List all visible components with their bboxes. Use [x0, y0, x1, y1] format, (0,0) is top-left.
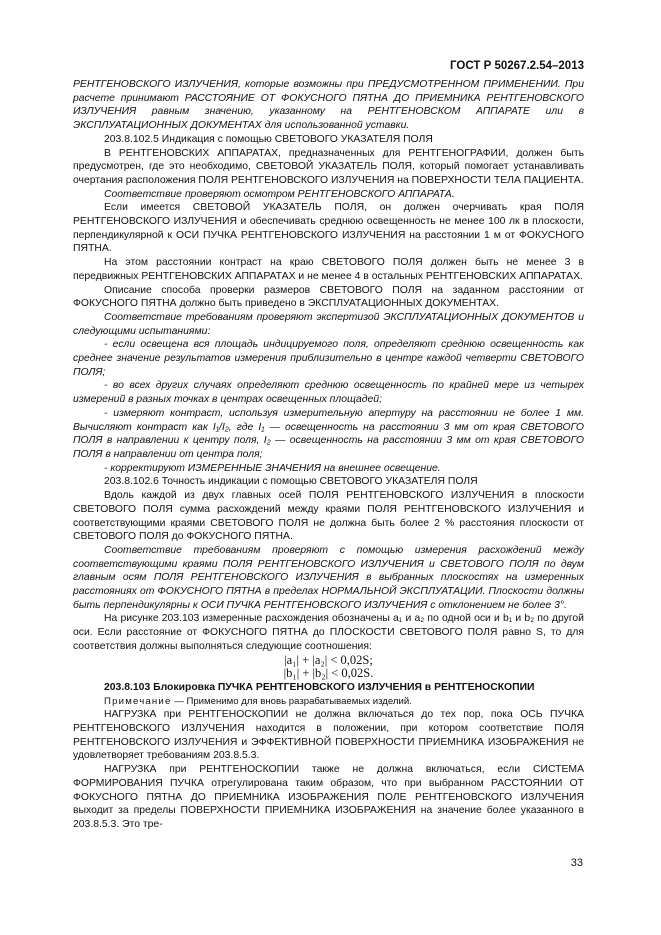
formula: |b₁| + |b₂| < 0,02S.	[283, 666, 374, 681]
note	[73, 695, 584, 709]
paragraph: Если имеется СВЕТОВОЙ УКАЗАТЕЛЬ ПОЛЯ, он должен очерчивать края ПОЛЯ РЕНТГЕНОВСКОГО ИЗЛУЧЕНИЯ и обеспечивать среднюю освещенность не менее 100 лк в плоскости, перпендикулярной к ОСИ ПУЧКА РЕНТГЕНОВСКОГО ИЗЛУЧЕНИЯ на расстоянии 1 м от ФОКУСНОГО ПЯТНА.	[73, 202, 584, 255]
document-body	[73, 78, 584, 832]
clause-heading: 203.8.102.5 Индикация с помощью СВЕТОВОГО УКАЗАТЕЛЯ ПОЛЯ	[104, 133, 433, 145]
paragraph: На этом расстоянии контраст на краю СВЕТОВОГО ПОЛЯ должен быть не менее 3 в передвижных РЕНТГЕНОВСКИХ АППАРАТАХ и не менее 4 в остальных РЕНТГЕНОВСКИХ АППАРАТАХ.	[73, 257, 584, 282]
standard-id: ГОСТ Р 50267.2.54–2013	[450, 60, 584, 72]
paragraph: НАГРУЗКА при РЕНТГЕНОСКОПИИ не должна включаться до тех пор, пока ОСЬ ПУЧКА РЕНТГЕНОВСКОГО ИЗЛУЧЕНИЯ находится в положении, при котором соответствие ПОЛЯ РЕНТГЕНОВСКОГО ИЗЛУЧЕНИЯ и ЭФФЕКТИВНОЙ ПОВЕРХНОСТИ ПРИЕМНИКА ИЗОБРАЖЕНИЯ не удовлетворяет требованиям 203.8.5.3.	[73, 709, 584, 762]
formula: |a₁| + |a₂| < 0,02S;	[284, 652, 373, 667]
compliance-note: Соответствие требованиям проверяют экспертизой ЭКСПЛУАТАЦИОННЫХ ДОКУМЕНТОВ и следующими испытаниями:	[73, 311, 584, 337]
page-number: 33	[570, 857, 583, 869]
clause-heading: 203.8.102.6 Точность индикации с помощью СВЕТОВОГО УКАЗАТЕЛЯ ПОЛЯ	[104, 476, 478, 488]
list-item: - если освещена вся площадь индицируемого поля, определяют среднюю освещенность как среднее значение результатов измерения приблизительно в центре каждой четверти СВЕТОВОГО ПОЛЯ;	[73, 339, 584, 378]
section-heading: 203.8.103 Блокировка ПУЧКА РЕНТГЕНОВСКОГО ИЗЛУЧЕНИЯ в РЕНТГЕНОСКОПИИ	[104, 681, 535, 693]
note-label: Примечание	[104, 695, 172, 707]
paragraph: НАГРУЗКА при РЕНТГЕНОСКОПИИ также не должна включаться, если СИСТЕМА ФОРМИРОВАНИЯ ПУЧКА отрегулирована таким образом, что при выбранном РАССТОЯНИИ ОТ ФОКУСНОГО ПЯТНА ДО ПРИЕМНИКА ИЗОБРАЖЕНИЯ ПОЛЕ РЕНТГЕНОВСКОГО ИЗЛУЧЕНИЯ выходит за пределы ПОВЕРХНОСТИ ПРИЕМНИКА ИЗОБРАЖЕНИЯ на значение более указанного в 203.8.5.3. Это тре-	[73, 764, 584, 830]
note-text: — Применимо для вновь разрабатываемых изделий.	[171, 695, 412, 707]
paragraph: Описание способа проверки размеров СВЕТОВОГО ПОЛЯ на заданном расстоянии от ФОКУСНОГО ПЯТНА должно быть приведено в ЭКСПЛУАТАЦИОННЫХ ДОКУМЕНТАХ.	[73, 284, 584, 310]
paragraph: РЕНТГЕНОВСКОГО ИЗЛУЧЕНИЯ, которые возможны при ПРЕДУСМОТРЕННОМ ПРИМЕНЕНИИ. При расчете принимают РАССТОЯНИЕ ОТ ФОКУСНОГО ПЯТНА ДО ПРИЕМНИКА РЕНТГЕНОВСКОГО ИЗЛУЧЕНИЯ равным значению, указанному на РЕНТГЕНОВСКОМ АППАРАТЕ или в ЭКСПЛУАТАЦИОННЫХ ДОКУМЕНТАХ для использованной уставки.	[73, 79, 584, 132]
compliance-note: Соответствие проверяют осмотром РЕНТГЕНОВСКОГО АППАРАТА.	[104, 188, 455, 200]
paragraph: В РЕНТГЕНОВСКИХ АППАРАТАХ, предназначенных для РЕНТГЕНОГРАФИИ, должен быть предусмотрен, где это необходимо, СВЕТОВОЙ УКАЗАТЕЛЬ ПОЛЯ, который помогает устанавливать очертания расположения ПОЛЯ РЕНТГЕНОВСКОГО ИЗЛУЧЕНИЯ на ПОВЕРХНОСТИ ТЕЛА ПАЦИЕНТА.	[73, 147, 584, 186]
paragraph: Вдоль каждой из двух главных осей ПОЛЯ РЕНТГЕНОВСКОГО ИЗЛУЧЕНИЯ в плоскости СВЕТОВОГО ПОЛЯ сумма расхождений между краями ПОЛЯ РЕНТГЕНОВСКОГО ИЗЛУЧЕНИЯ и соответствующими краями СВЕТОВОГО ПОЛЯ не должна быть более 2 % расстояния плоскости от СВЕТОВОГО ПОЛЯ до ФОКУСНОГО ПЯТНА.	[73, 490, 584, 543]
list-item: - измеряют контраст, используя измерительную апертуру на расстоянии не более 1 мм. Вычисляют контраст как I₁/I₂, где I₁ — освещенность на расстоянии 3 мм от края СВЕТОВОГО ПОЛЯ в направлении к центру поля, I₂ — освещенность на расстоянии 3 мм от края СВЕТОВОГО ПОЛЯ в направлении от центра поля;	[73, 407, 584, 460]
list-item: - корректируют ИЗМЕРЕННЫЕ ЗНАЧЕНИЯ на внешнее освещение.	[104, 462, 441, 474]
compliance-note: Соответствие требованиям проверяют с помощью измерения расхождений между соответствующими краями ПОЛЯ РЕНТГЕНОВСКОГО ИЗЛУЧЕНИЯ и СВЕТОВОГО ПОЛЯ по двум главным осям ПОЛЯ РЕНТГЕНОВСКОГО ИЗЛУЧЕНИЯ в выбранных плоскостях на измеренных расстояниях от ФОКУСНОГО ПЯТНА в пределах НОРМАЛЬНОЙ ЭКСПЛУАТАЦИИ. Плоскости должны быть перпендикулярны к ОСИ ПУЧКА РЕНТГЕНОВСКОГО ИЗЛУЧЕНИЯ с отклонением не более 3°.	[73, 544, 584, 611]
paragraph: На рисунке 203.103 измеренные расхождения обозначены a₁ и a₂ по одной оси и b₁ и b₂ по другой оси. Если расстояние от ФОКУСНОГО ПЯТНА до ПЛОСКОСТИ СВЕТОВОГО ПОЛЯ равно S, то для соответствия должны выполняться следующие соотношения:	[73, 613, 584, 652]
list-item: - во всех других случаях определяют среднюю освещенность по крайней мере из четырех измерений в разных точках в центрах освещенных площадей;	[73, 380, 584, 406]
